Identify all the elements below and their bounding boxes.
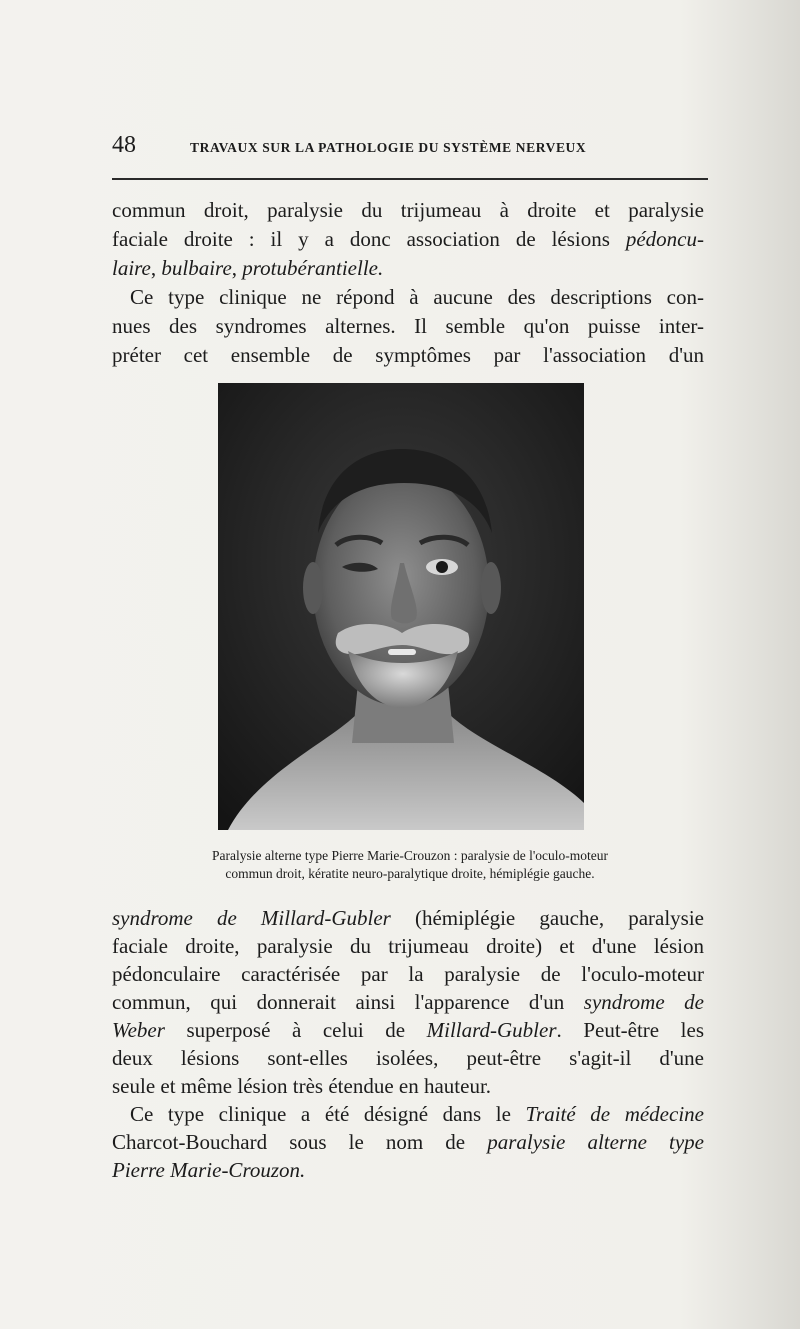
bottom-paragraphs (112, 904, 704, 1184)
page-number: 48 (112, 132, 136, 158)
caption-line: commun droit, kératite neuro-paralytique droite, hémiplégie gauche. (225, 866, 595, 881)
text-line: Charcot-Bouchard sous le nom de paralysie alterne type (112, 1130, 704, 1154)
text-line: commun droit, paralysie du trijumeau à droite et paralysie (112, 198, 704, 222)
text-line: pédonculaire caractérisée par la paralysie de l'oculo-moteur (112, 962, 704, 986)
text-line: commun, qui donnerait ainsi l'apparence d'un syndrome de (112, 990, 704, 1014)
patient-portrait-photo (218, 383, 584, 830)
text-line: Ce type clinique a été désigné dans le Traité de médecine (130, 1102, 704, 1126)
page-header (112, 132, 708, 166)
text-line: nues des syndromes alternes. Il semble qu'on puisse inter- (112, 314, 704, 338)
text-line: Pierre Marie-Crouzon. (112, 1158, 306, 1182)
top-paragraphs (112, 196, 704, 370)
text-line: syndrome de Millard-Gubler (hémiplégie gauche, paralysie (112, 906, 704, 930)
text-line: Ce type clinique ne répond à aucune des descriptions con- (130, 285, 704, 309)
figure-caption (112, 847, 708, 883)
text-line: seule et même lésion très étendue en hauteur. (112, 1074, 492, 1098)
portrait-illustration (218, 383, 584, 830)
running-title: TRAVAUX SUR LA PATHOLOGIE DU SYSTÈME NERVEUX (190, 140, 587, 155)
text-line: laire, bulbaire, protubérantielle. (112, 256, 384, 280)
text-line: faciale droite, paralysie du trijumeau droite) et d'une lésion (112, 934, 704, 958)
text-line: Weber superposé à celui de Millard-Gubler. Peut-être les (112, 1018, 705, 1042)
header-rule (112, 178, 708, 180)
text-line: faciale droite : il y a donc association de lésions pédoncu- (112, 227, 704, 251)
caption-line: Paralysie alterne type Pierre Marie-Crouzon : paralysie de l'oculo-moteur (211, 848, 609, 863)
text-line: préter cet ensemble de symptômes par l'association d'un (112, 343, 704, 367)
text-line: deux lésions sont-elles isolées, peut-être s'agit-il d'une (112, 1046, 704, 1070)
